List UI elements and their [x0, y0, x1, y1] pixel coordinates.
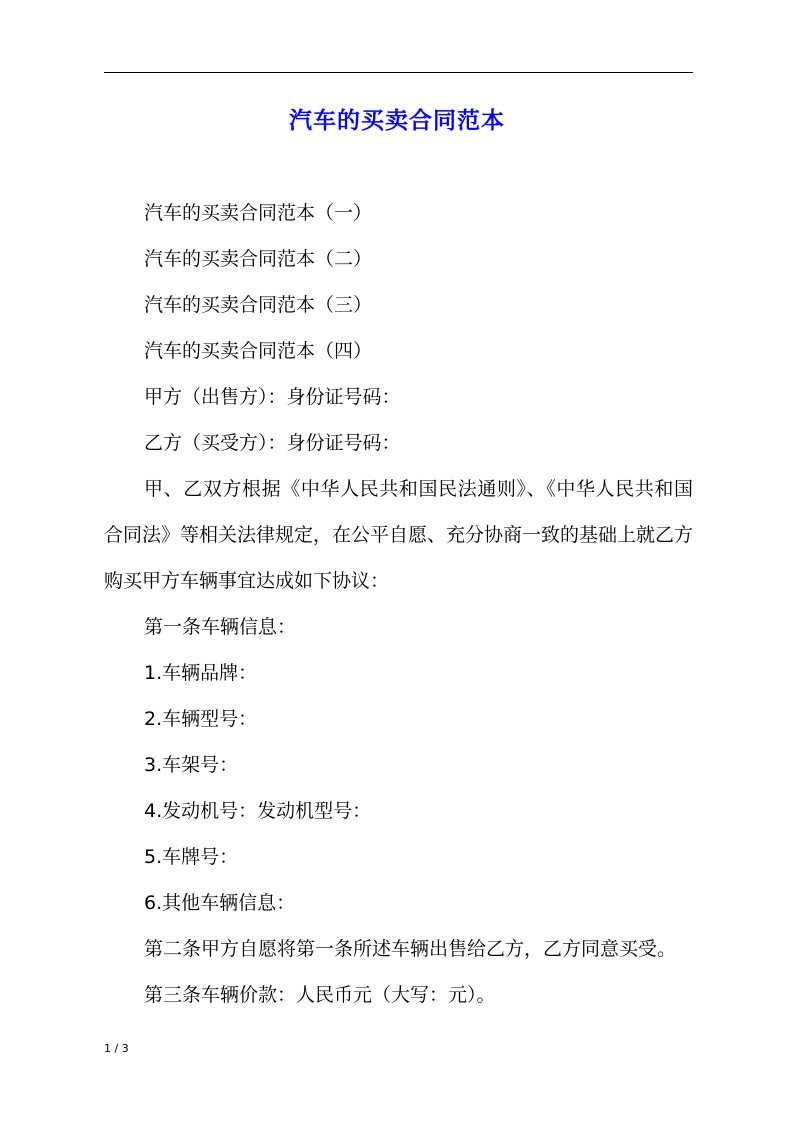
party-b-line: 乙方（买受方）：身份证号码：: [144, 432, 401, 454]
party-a-line: 甲方（出售方）：身份证号码：: [144, 386, 401, 408]
article-3-paragraph: 第三条车辆价款：人民币元（大写：元）。: [144, 984, 496, 1006]
preamble-paragraph: 甲、乙双方根据《中华人民共和国民法通则》、《中华人民共和国合同法》等相关法律规定，在公平自愿、充分协商一致的基础上就乙方购买甲方车辆事宜达成如下协议：: [104, 478, 694, 592]
document-title: 汽车的买卖合同范本: [289, 108, 505, 134]
toc-item-3: 汽车的买卖合同范本（三）: [144, 294, 373, 316]
article-1-heading: 第一条车辆信息：: [144, 616, 297, 638]
plate-number-line: 5.车牌号：: [144, 846, 239, 868]
engine-line: 4.发动机号：发动机型号：: [144, 800, 372, 822]
other-info-line: 6.其他车辆信息：: [144, 892, 296, 914]
vin-line: 3.车架号：: [144, 754, 239, 776]
header-rule: [104, 72, 693, 73]
toc-item-4: 汽车的买卖合同范本（四）: [144, 340, 373, 362]
toc-item-2: 汽车的买卖合同范本（二）: [144, 248, 373, 270]
vehicle-brand-line: 1.车辆品牌：: [144, 662, 258, 684]
vehicle-model-line: 2.车辆型号：: [144, 708, 258, 730]
article-2-paragraph: 第二条甲方自愿将第一条所述车辆出售给乙方，乙方同意买受。: [144, 938, 677, 960]
toc-item-1: 汽车的买卖合同范本（一）: [144, 202, 373, 224]
document-body: [104, 190, 693, 1018]
page-number: 1 / 3: [104, 1042, 129, 1055]
